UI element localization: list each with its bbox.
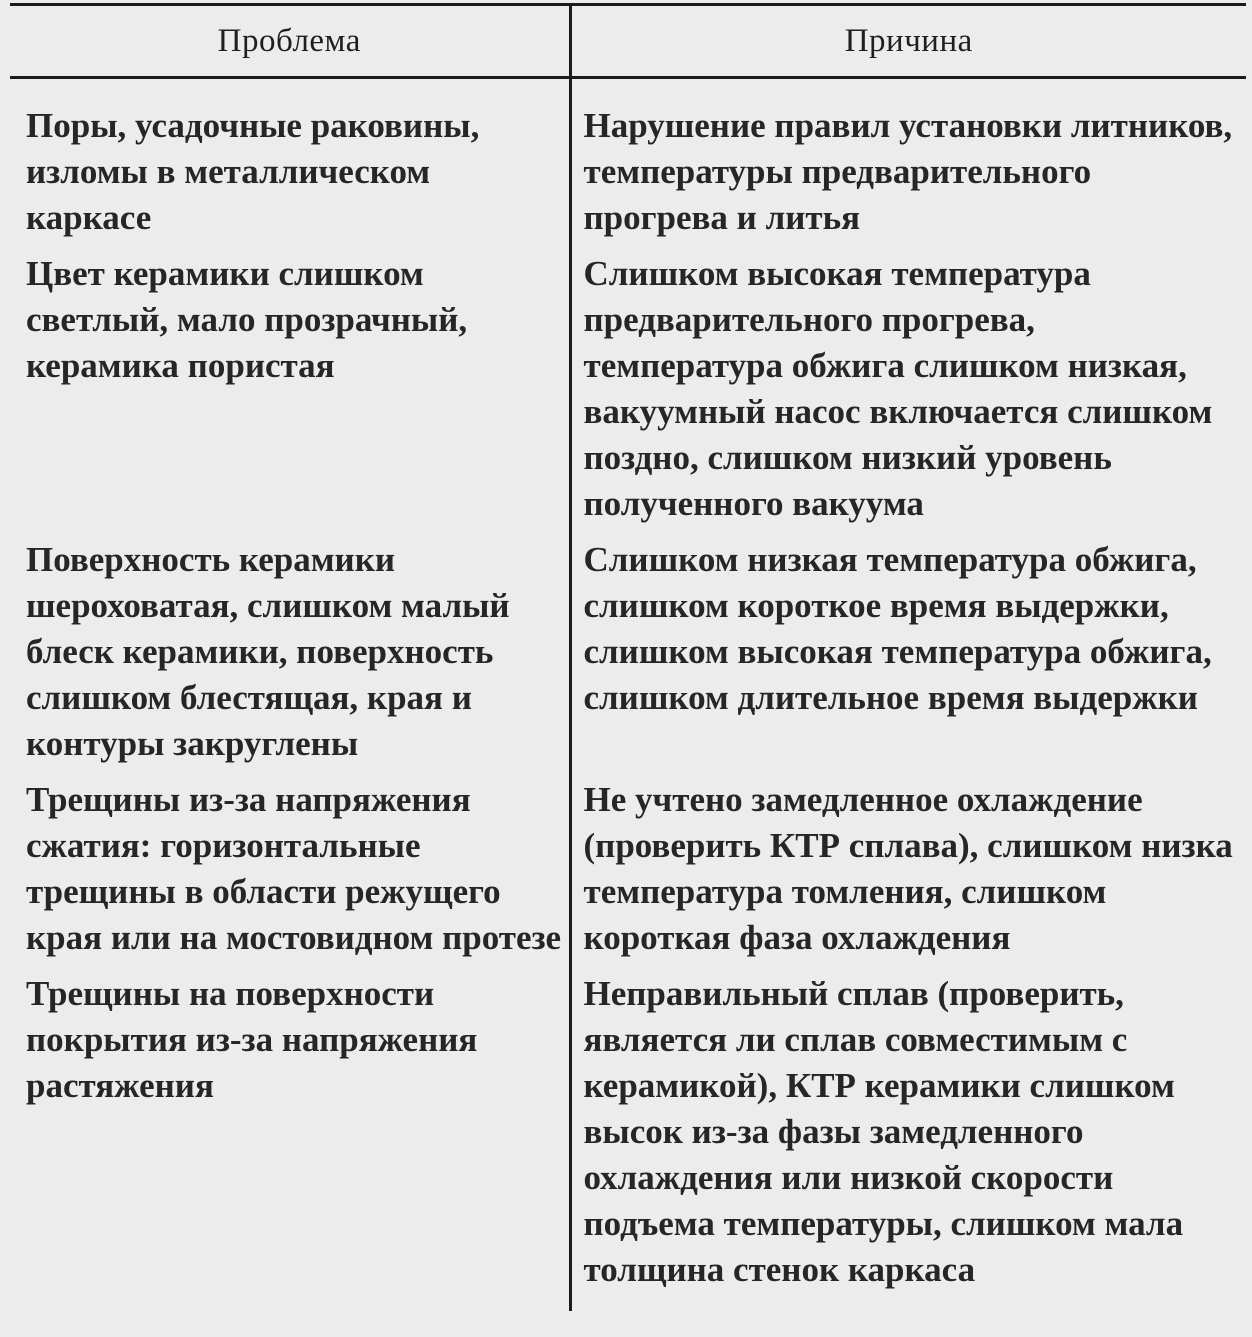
table-header: [10, 5, 1246, 78]
table-row: [10, 78, 1246, 252]
problem-cell: Трещины на поверхности покрытия из-за напряжения растяжения: [10, 971, 570, 1311]
cause-cell: Слишком высокая температура предварительного прогрева, температура обжига слишком низкая, вакуумный насос включается слишком поздно, слишком низкий уровень полученного вакуума: [583, 254, 1213, 523]
cause-cell: Неправильный сплав (проверить, является ли сплав совместимым с керамикой), КТР керамики слишком высок из-за фазы замедленного охлаждения или низкой скорости подъема температуры, слишком мала толщина стенок каркаса: [583, 974, 1184, 1289]
header-row: [10, 5, 1246, 78]
cause-cell: Слишком низкая температура обжига, слишком короткое время выдержки, слишком высокая температура обжига, слишком длительное время выдержки: [583, 540, 1212, 717]
cause-cell: Не учтено замедленное охлаждение (проверить КТР сплава), слишком низка температура томления, слишком короткая фаза охлаждения: [583, 780, 1233, 957]
problem-cause-table: [10, 3, 1246, 1311]
table-body: [10, 78, 1246, 1312]
problem-cell: Поры, усадочные раковины, изломы в металлическом каркасе: [10, 78, 570, 252]
table-row: [10, 251, 1246, 537]
table-row: [10, 971, 1246, 1311]
header-problem: Проблема: [10, 5, 570, 78]
problem-cell: Цвет керамики слишком светлый, мало прозрачный, керамика пористая: [10, 251, 570, 537]
cause-cell: Нарушение правил установки литников, температуры предварительного прогрева и литья: [583, 106, 1233, 237]
table-row: [10, 777, 1246, 971]
table-row: [10, 537, 1246, 777]
problem-cell: Поверхность керамики шероховатая, слишком малый блеск керамики, поверхность слишком блестящая, края и контуры закруглены: [10, 537, 570, 777]
problem-cell: Трещины из-за напряжения сжатия: горизонтальные трещины в области режущего края или на мостовидном протезе: [10, 777, 570, 971]
header-cause: Причина: [570, 5, 1246, 78]
